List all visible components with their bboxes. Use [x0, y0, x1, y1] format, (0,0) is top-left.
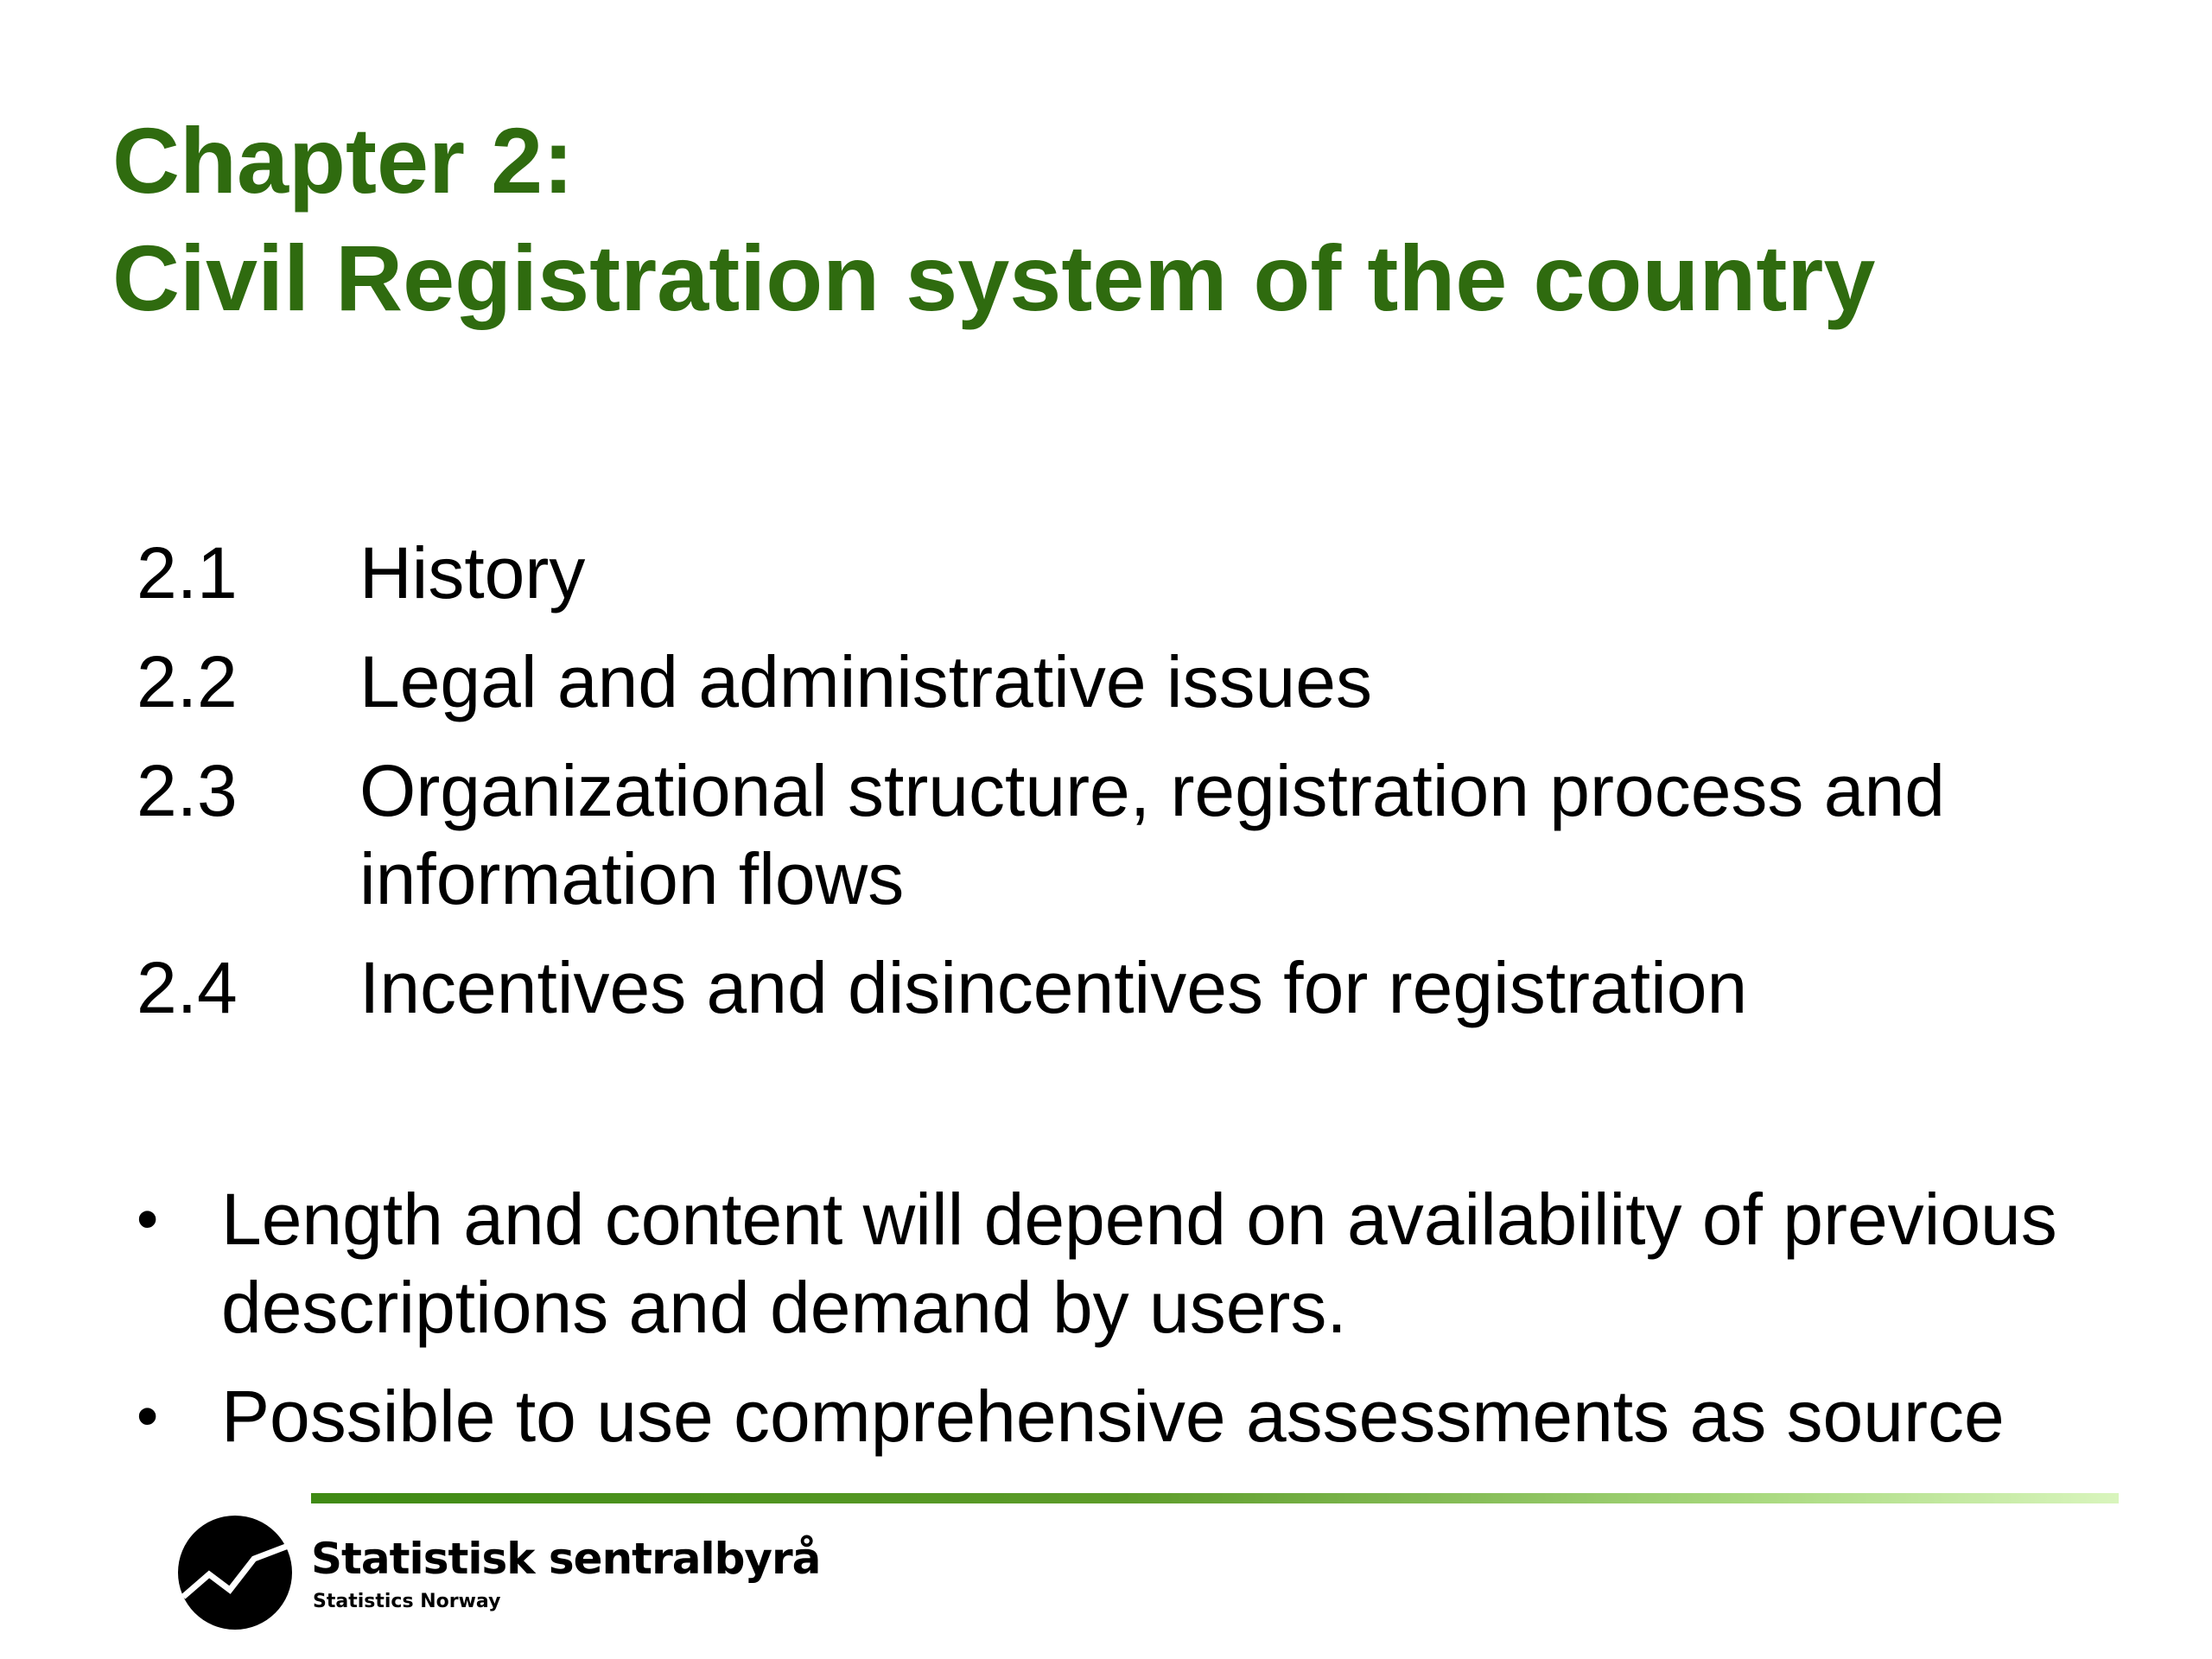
footer-divider	[311, 1493, 2119, 1503]
bullet-marker: •	[137, 1185, 159, 1254]
section-title: Organizational structure, registration process and information flows	[359, 750, 1945, 919]
section-number: 2.4	[137, 947, 238, 1028]
ssb-logo	[176, 1514, 833, 1635]
bullet-list	[137, 1175, 2124, 1481]
section-item	[137, 529, 2081, 617]
section-item	[137, 638, 2081, 726]
bullet-text: Length and content will depend on availability of previous descriptions and demand by users.	[221, 1179, 2057, 1348]
section-title: Legal and administrative issues	[359, 641, 1372, 722]
section-title: Incentives and disincentives for registration	[359, 947, 1748, 1028]
section-number: 2.3	[137, 750, 238, 831]
section-title: History	[359, 532, 586, 613]
section-item	[137, 747, 2081, 923]
ssb-logo-icon	[176, 1514, 294, 1631]
bullet-marker: •	[137, 1382, 159, 1451]
bullet-text: Possible to use comprehensive assessments as source	[221, 1376, 2005, 1457]
section-list	[137, 529, 2081, 1052]
bullet-item	[137, 1175, 2124, 1351]
slide-title	[112, 102, 2100, 337]
section-number: 2.2	[137, 641, 238, 722]
bullet-item	[137, 1372, 2124, 1460]
section-number: 2.1	[137, 532, 238, 613]
slide-title-line-1: Chapter 2:	[112, 108, 575, 213]
slide-title-line-2: Civil Registration system of the country	[112, 226, 1876, 330]
org-name: Statistisk sentralbyrå	[311, 1534, 821, 1584]
org-subtitle: Statistics Norway	[313, 1591, 501, 1612]
section-item	[137, 944, 2081, 1032]
